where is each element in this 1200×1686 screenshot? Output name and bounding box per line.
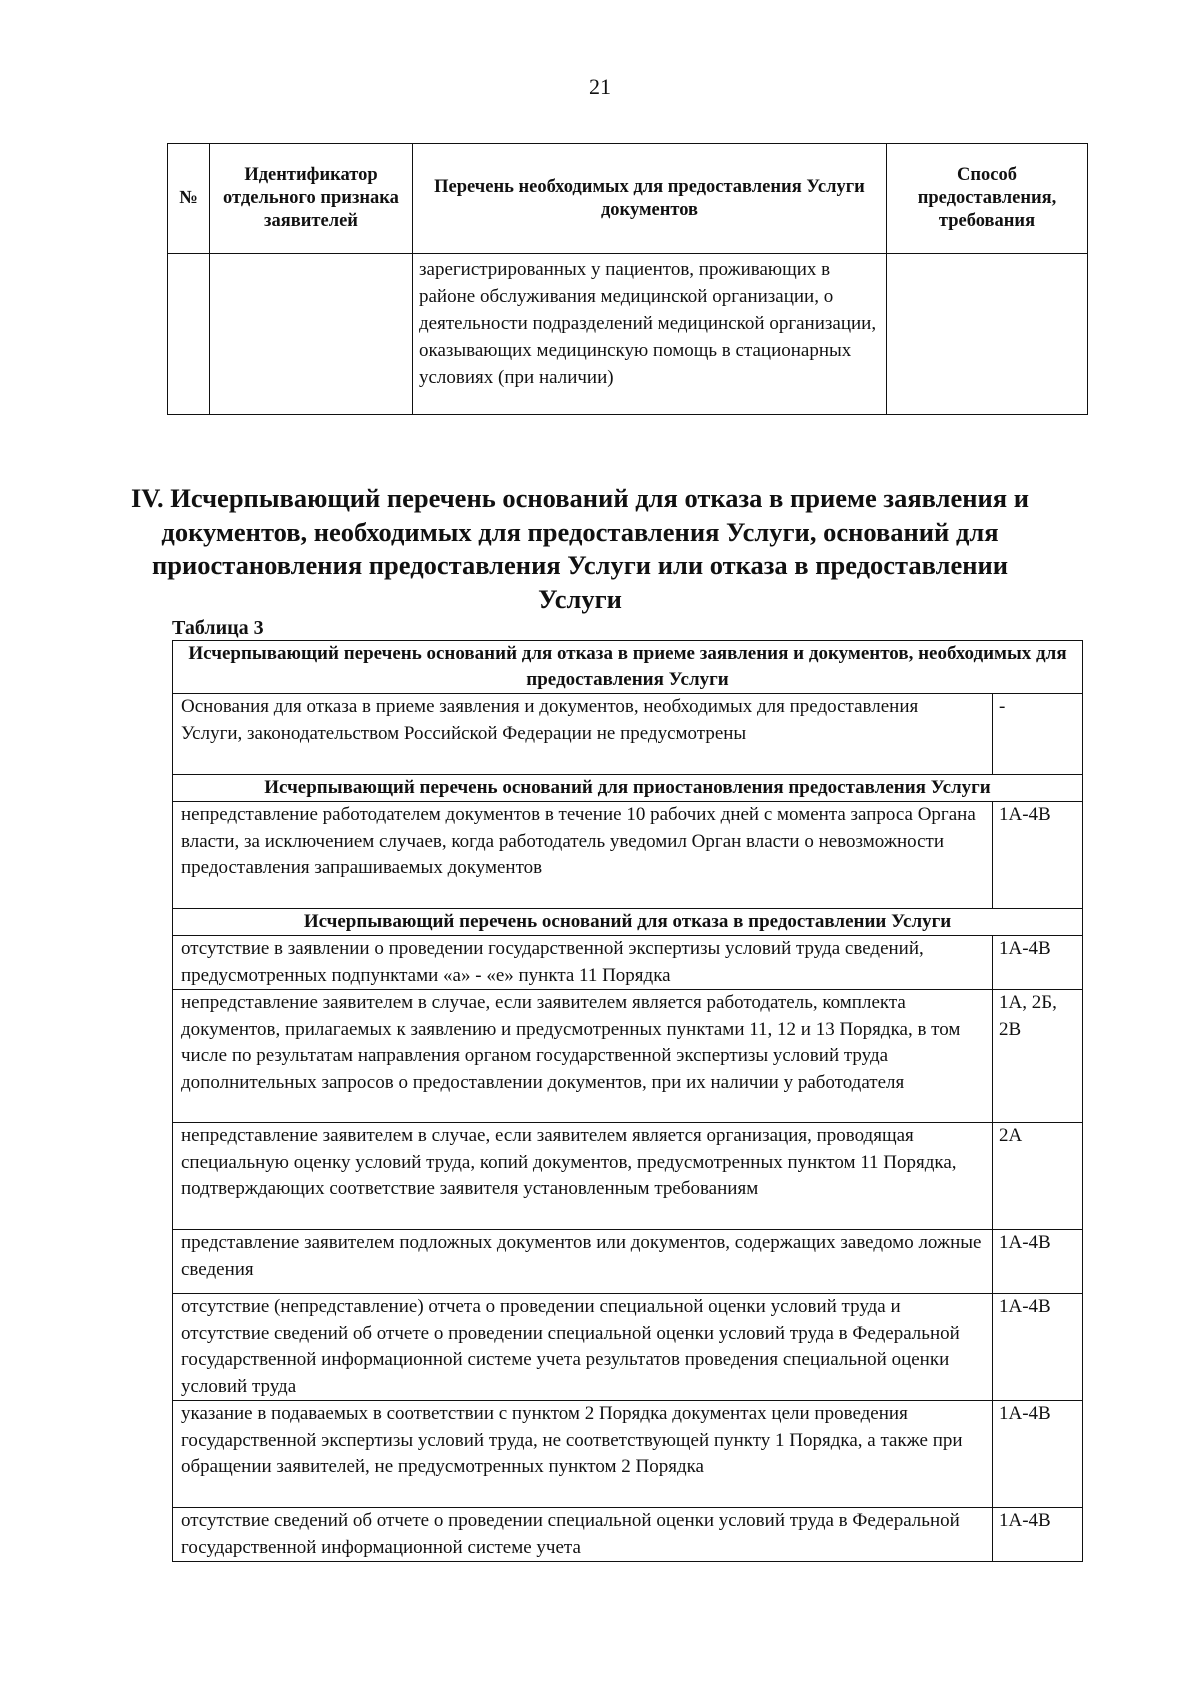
row-text: отсутствие в заявлении о проведении государственной экспертизы условий труда сведений, предусмотренных подпунктами «а» - «е» пункта 11 Порядка	[173, 936, 993, 990]
row-code: 2А	[993, 1123, 1083, 1230]
row-text: указание в подаваемых в соответствии с пунктом 2 Порядка документах цели проведения государственной экспертизы условий труда, не соответствующей пункту 1 Порядка, а также при обращении заявителей, не предусмотренных пунктом 2 Порядка	[173, 1401, 993, 1508]
cell-documents: зарегистрированных у пациентов, проживающих в районе обслуживания медицинской организации, о деятельности подразделений медицинской организации, оказывающих медицинскую помощь в стационарных условиях (при наличии)	[413, 254, 887, 415]
table-row	[173, 1508, 1083, 1562]
table-caption: Таблица 3	[172, 617, 264, 639]
cell-number	[168, 254, 210, 415]
group-header-refusal-service: Исчерпывающий перечень оснований для отказа в предоставлении Услуги	[173, 909, 1083, 936]
cell-identifier	[210, 254, 413, 415]
group-header-refusal-acceptance: Исчерпывающий перечень оснований для отказа в приеме заявления и документов, необходимых для предоставления Услуги	[173, 641, 1083, 694]
row-text: отсутствие (непредставление) отчета о проведении специальной оценки условий труда и отсутствие сведений об отчете о проведении специальной оценки условий труда в Федеральной государственной информационной системе учета результатов проведения специальной оценки условий труда	[173, 1294, 993, 1401]
header-number: №	[168, 144, 210, 254]
header-identifier: Идентификатор отдельного признака заявителей	[210, 144, 413, 254]
group-header-row	[173, 909, 1083, 936]
table-row	[173, 1123, 1083, 1230]
header-method: Способ предоставления, требования	[887, 144, 1088, 254]
row-code: 1А-4В	[993, 1508, 1083, 1562]
table-row	[173, 1294, 1083, 1401]
grounds-table	[172, 640, 1083, 1562]
cell-method	[887, 254, 1088, 415]
page-number: 21	[589, 74, 611, 99]
row-code: 1А-4В	[993, 1230, 1083, 1294]
row-code: -	[993, 694, 1083, 775]
row-code: 1А-4В	[993, 1401, 1083, 1508]
table-row	[173, 936, 1083, 990]
table-row	[173, 694, 1083, 775]
table-header-row	[168, 144, 1088, 254]
row-code: 1А-4В	[993, 1294, 1083, 1401]
table-row	[173, 990, 1083, 1123]
group-header-suspension: Исчерпывающий перечень оснований для приостановления предоставления Услуги	[173, 775, 1083, 802]
table-row	[173, 1230, 1083, 1294]
table-row	[168, 254, 1088, 415]
group-header-row	[173, 641, 1083, 694]
row-code: 1А-4В	[993, 936, 1083, 990]
row-code: 1А, 2Б, 2В	[993, 990, 1083, 1123]
documents-table-continuation	[167, 143, 1088, 415]
row-code: 1А-4В	[993, 802, 1083, 909]
header-documents: Перечень необходимых для предоставления Услуги документов	[413, 144, 887, 254]
row-text: отсутствие сведений об отчете о проведении специальной оценки условий труда в Федеральной государственной информационной системе учета	[173, 1508, 993, 1562]
row-text: непредставление заявителем в случае, если заявителем является организация, проводящая специальную оценку условий труда, копий документов, предусмотренных пунктом 11 Порядка, подтверждающих соответствие заявителя установленным требованиям	[173, 1123, 993, 1230]
table-row	[173, 802, 1083, 909]
section-title: IV. Исчерпывающий перечень оснований для отказа в приеме заявления и документов, необходимых для предоставления Услуги, оснований для приостановления предоставления Услуги или отказа в предоставлении Услуги	[130, 483, 1030, 614]
table-row	[173, 1401, 1083, 1508]
row-text: непредставление заявителем в случае, если заявителем является работодатель, комплекта документов, прилагаемых к заявлению и предусмотренных пунктами 11, 12 и 13 Порядка, в том числе по результатам направления органом государственной экспертизы условий труда дополнительных запросов о предоставлении документов, при их наличии у работодателя	[173, 990, 993, 1123]
group-header-row	[173, 775, 1083, 802]
row-text: Основания для отказа в приеме заявления и документов, необходимых для предоставления Услуги, законодательством Российской Федерации не предусмотрены	[173, 694, 993, 775]
row-text: непредставление работодателем документов в течение 10 рабочих дней с момента запроса Органа власти, за исключением случаев, когда работодатель уведомил Орган власти о невозможности предоставления запрашиваемых документов	[173, 802, 993, 909]
row-text: представление заявителем подложных документов или документов, содержащих заведомо ложные сведения	[173, 1230, 993, 1294]
